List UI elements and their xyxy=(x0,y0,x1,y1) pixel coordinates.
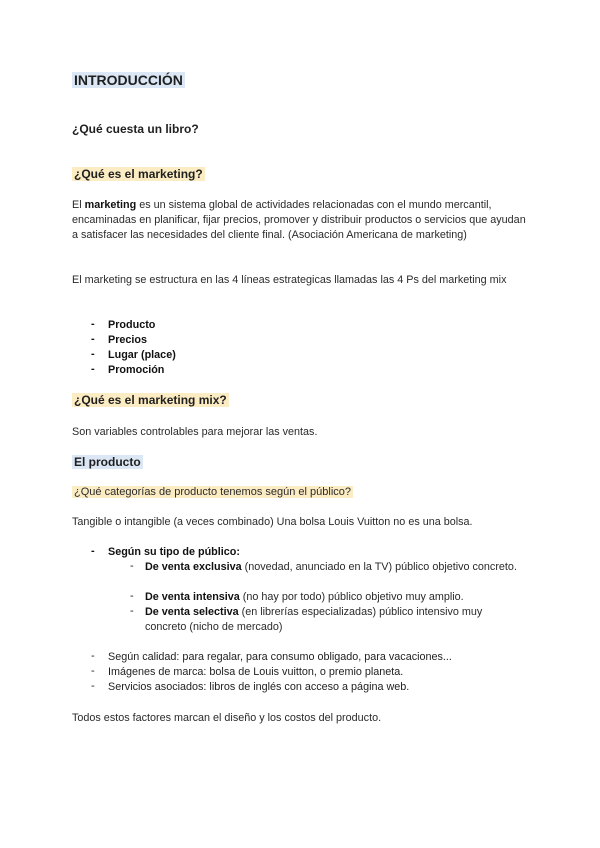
list-bullet: - xyxy=(91,680,95,692)
sub-list-item: De venta selectiva (en librerías especializadas) público intensivo muy concreto (nicho de mercado) xyxy=(145,606,483,633)
paragraph-estructura: El marketing se estructura en las 4 líneas estrategicas llamadas las 4 Ps del marketing mix xyxy=(72,274,507,286)
list-bullet: - xyxy=(130,560,134,572)
list-bullet: - xyxy=(91,545,95,557)
heading-marketing-mix: ¿Qué es el marketing mix? xyxy=(74,393,227,407)
list-bullet: - xyxy=(91,650,95,662)
list-bullet: - xyxy=(130,605,134,617)
list-bullet: - xyxy=(91,348,95,360)
list-item: Según calidad: para regalar, para consumo obligado, para vacaciones... xyxy=(108,651,452,663)
list-item: Precios xyxy=(108,334,148,346)
page-title: INTRODUCCIÓN xyxy=(74,72,183,88)
list-item: Servicios asociados: libros de inglés con acceso a página web. xyxy=(108,681,410,693)
paragraph-tangible: Tangible o intangible (a veces combinado) Una bolsa Louis Vuitton no es una bolsa. xyxy=(72,516,473,528)
list-bullet: - xyxy=(91,363,95,375)
list-item-segun-tipo: Según su tipo de público: xyxy=(108,546,240,558)
list-bullet: - xyxy=(91,318,95,330)
list-bullet: - xyxy=(91,333,95,345)
list-item: Imágenes de marca: bolsa de Louis vuitton, o premio planeta. xyxy=(108,666,404,678)
list-bullet: - xyxy=(91,665,95,677)
heading-que-es-marketing: ¿Qué es el marketing? xyxy=(74,167,203,181)
paragraph-definition: El marketing es un sistema global de actividades relacionadas con el mundo mercantil, encaminadas en planificar, fijar precios, promover y distribuir productos o servicios que ayudan a satisfacer las necesidades del cliente final. (Asociación Americana de marketing) xyxy=(72,199,526,241)
list-item: Promoción xyxy=(108,364,165,376)
list-item: Producto xyxy=(108,319,156,331)
heading-el-producto: El producto xyxy=(74,455,141,469)
question-categorias: ¿Qué categorías de producto tenemos según el público? xyxy=(74,486,352,498)
sub-list-item: De venta intensiva (no hay por todo) público objetivo muy amplio. xyxy=(145,591,464,603)
paragraph-conclusion: Todos estos factores marcan el diseño y los costos del producto. xyxy=(72,712,382,724)
sub-list-item: De venta exclusiva (novedad, anunciado en la TV) público objetivo concreto. xyxy=(145,561,517,573)
heading-que-cuesta-libro: ¿Qué cuesta un libro? xyxy=(72,122,199,136)
list-item: Lugar (place) xyxy=(108,349,176,361)
paragraph-mix-answer: Son variables controlables para mejorar las ventas. xyxy=(72,426,318,438)
list-bullet: - xyxy=(130,590,134,602)
